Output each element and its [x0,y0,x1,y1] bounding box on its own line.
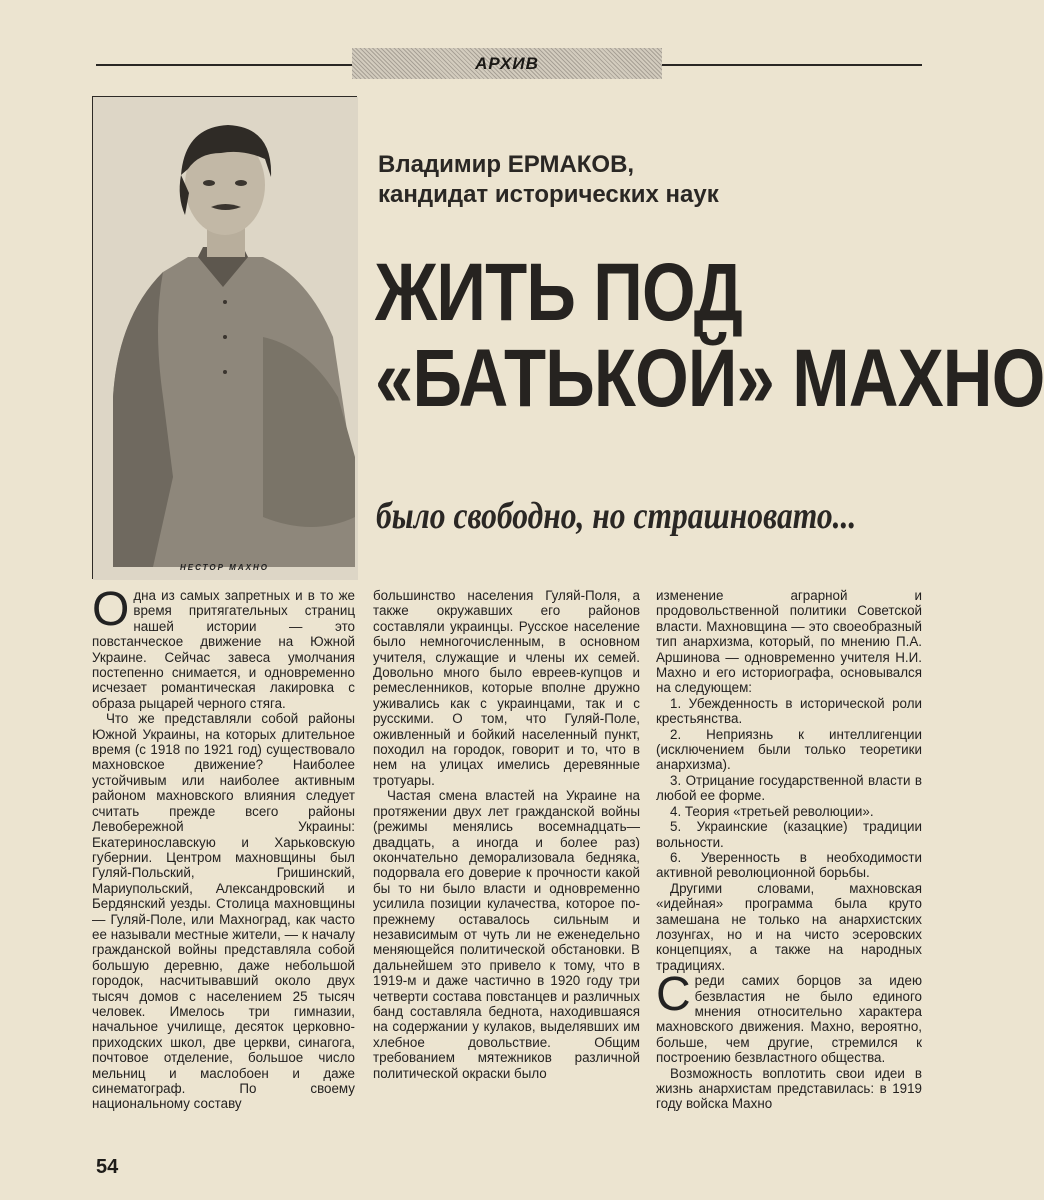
paragraph: изменение аграрной и продовольственной политики Советской власти. Махновщина — это своеобразный тип анархизма, который, по мнению П.А. Аршинова — одновременно учителя Н.И. Махно и его историографа, основывался на следующем: [656,588,922,696]
list-item: 6. Уверенность в необходимости активной революционной борьбы. [656,849,922,881]
list-item: 1. Убежденность в исторической роли крестьянства. [656,695,922,727]
title-line-2: «БАТЬКОЙ» МАХНО [375,333,1044,424]
paragraph: Другими словами, махновская «идейная» программа была круто замешана не только на анархистских лозунгах, но и на чисто эсеровских концепциях, а также на народных традициях. [656,880,922,973]
author-credentials: кандидат исторических наук [378,181,719,208]
drop-cap: С [656,968,691,1022]
text-column-2 [373,588,640,1154]
author-byline [378,150,838,210]
section-label-text: АРХИВ [475,53,539,73]
portrait-photo [92,96,357,579]
author-name: Владимир ЕРМАКОВ, [378,151,635,178]
header-rule-left [96,64,352,66]
paragraph: Что же представляли собой районы Южной Украины, на которых длительное время (с 1918 по 1921 год) существовало махновское движение? Наиболее устойчивым или наиболее активным районом махновского влияния следует считать прежде всего районы Левобережной Украины: Екатеринославскую и Харьковскую губернии. Центром махновщины был Гуляй-Польский, Гришинский, Мариупольский, Александровский и Бердянский уезды. Столица махновщины — Гуляй-Поле, или Махноград, как часто ее называли местные жители, — к началу гражданской войны представляла собой большую деревню, даже небольшой городок, насчитывавший около двух тысяч домов с населением 25 тысяч человек. Имелось три гимназии, начальное училище, десяток церковно-приходских школ, две церкви, синагога, почтовое отделение, большое число мельниц и маслобоен и даже синематограф. По своему национальному составу [92,711,355,1112]
list-item: 5. Украинские (казацкие) традиции вольности. [656,819,922,850]
text-column-1 [92,583,355,1154]
list-item: 2. Неприязнь к интеллигенции (исключением были только теоретики анархизма). [656,726,922,773]
paragraph-text: дна из самых запретных и в то же время притягательных страниц нашей истории — это повстанческое движение на Южной Украине. Сейчас завеса умолчания постепенно снимается, и одновременно исчезает романтическая лакировка с образа рыцарей черного стяга. [92,588,355,711]
paragraph-text: реди самих борцов за идею безвластия не было единого мнения относительно характера махновского движения. Махно, вероятно, больше, чем другие, стремился к построению безвластного общества. [656,973,922,1066]
text-column-3 [656,588,922,1154]
paragraph: Возможность воплотить свои идеи в жизнь анархистам представилась: в 1919 году войска Махно [656,1065,922,1112]
article-subtitle: было свободно, но страшновато... [376,495,857,537]
portrait-illustration [93,97,358,580]
paragraph [656,968,922,1066]
drop-cap: О [92,583,130,636]
list-item: 3. Отрицание государственной власти в любой ее форме. [656,772,922,804]
paragraph: Частая смена властей на Украине на протяжении двух лет гражданской войны (режимы менялись восемнадцать—двадцать, а иногда и более раз) окончательно деморализовала бедняка, подорвала его доверие к прочности какой бы то ни было власти и одновременно усилила позиции кулачества, которое по-прежнему оставалось сильным и независимым от чуть ли не еженедельно меняющейся политической обстановки. В дальнейшем это привело к тому, что в 1919-м и даже частично в 1920 году три четверти состава повстанцев и различных банд составляла беднота, находившаяся на содержании у кулаков, выделявших им хлебное довольствие. Общим требованием мятежников различной политической окраски было [373,788,640,1081]
article-title [375,247,1044,424]
section-label [352,48,662,79]
header-rule-right [662,64,922,66]
paragraph [92,583,355,711]
title-line-1: ЖИТЬ ПОД [375,247,743,338]
list-item: 4. Теория «третьей революции». [670,803,874,819]
page-number: 54 [96,1156,119,1178]
paragraph: большинство населения Гуляй-Поля, а также окружавших его районов составляли украинцы. Русское население было немногочисленным, в основном учителя, служащие и члены их семей. Довольно много было евреев-купцов и ремесленников, которые вполне дружно уживались как с украинцами, так и с русскими. О том, что Гуляй-Поле, оживленный и бойкий населенный пункт, походил на городок, говорит и то, что в нем на улицах имелись деревянные тротуары. [373,588,640,788]
photo-caption: НЕСТОР МАХНО [180,563,269,572]
